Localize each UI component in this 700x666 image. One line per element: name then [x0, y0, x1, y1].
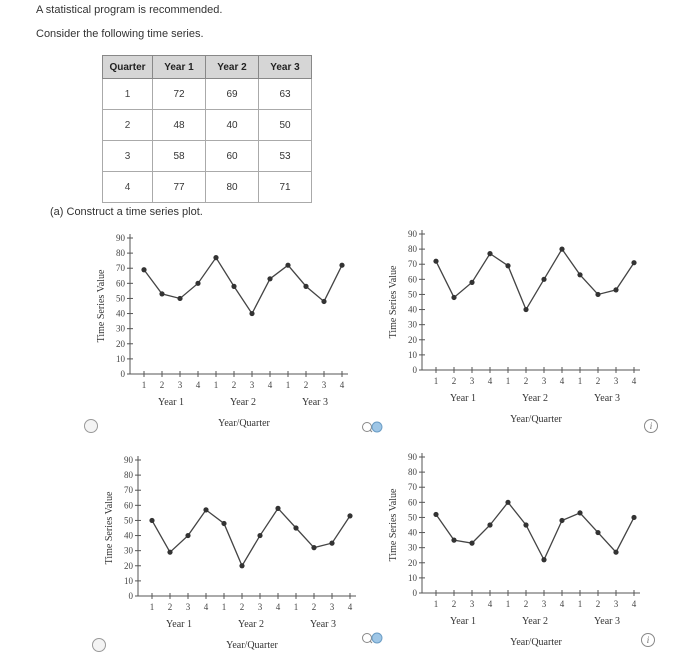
data-point: [141, 267, 146, 272]
data-point: [285, 263, 290, 268]
x-tick-label: 4: [203, 602, 209, 612]
x-tick-label: 1: [433, 376, 439, 386]
x-axis-title: Year/Quarter: [226, 640, 278, 651]
time-series-chart-c: [100, 448, 365, 653]
x-axis-title: Year/Quarter: [218, 418, 270, 429]
series-line: [152, 508, 350, 565]
data-point: [231, 284, 236, 289]
x-tick-label: 2: [303, 380, 309, 390]
x-tick-label: 3: [469, 599, 475, 609]
y-tick-label: 40: [124, 530, 133, 541]
data-point: [523, 307, 528, 312]
y-tick-label: 90: [408, 229, 417, 239]
time-series-chart-b: [384, 222, 649, 427]
y-tick-label: 80: [124, 470, 133, 481]
data-point: [177, 296, 182, 301]
series-line: [144, 258, 342, 314]
x-tick-label: 4: [339, 380, 345, 390]
plot-option-b: [384, 222, 649, 427]
x-tick-label: 2: [231, 380, 237, 390]
year-label: Year 2: [230, 397, 256, 408]
data-point: [213, 255, 218, 260]
x-tick-label: 1: [577, 376, 583, 386]
y-tick-label: 50: [116, 293, 125, 304]
y-tick-label: 10: [124, 575, 133, 586]
value-cell: 63: [259, 79, 312, 110]
time-series-table: [102, 55, 312, 203]
y-tick-label: 30: [116, 323, 125, 334]
series-line: [436, 249, 634, 309]
x-tick-label: 4: [487, 376, 493, 386]
data-point: [595, 530, 600, 535]
x-tick-label: 1: [213, 380, 219, 390]
data-point: [559, 247, 564, 252]
header-year-1: Year 1: [153, 56, 206, 79]
table-row: [103, 79, 312, 110]
data-point: [469, 541, 474, 546]
time-series-chart-a: [92, 226, 357, 431]
data-point: [631, 515, 636, 520]
y-tick-label: 0: [120, 369, 125, 379]
data-point: [451, 538, 456, 543]
value-cell: 69: [206, 79, 259, 110]
info-icon[interactable]: i: [641, 633, 655, 647]
data-point: [541, 277, 546, 282]
intro-line-1: A statistical program is recommended.: [36, 4, 223, 16]
data-point: [239, 563, 244, 568]
x-tick-label: 3: [257, 602, 263, 612]
x-tick-label: 4: [631, 599, 637, 609]
data-point: [257, 533, 262, 538]
y-tick-label: 10: [408, 572, 417, 583]
x-tick-label: 1: [149, 602, 155, 612]
x-tick-label: 2: [159, 380, 165, 390]
y-tick-label: 70: [124, 485, 133, 496]
x-tick-label: 3: [329, 602, 335, 612]
year-label: Year 1: [450, 393, 476, 404]
x-tick-label: 4: [559, 599, 565, 609]
y-tick-label: 40: [408, 304, 417, 315]
quarter-cell: 2: [103, 110, 153, 141]
y-tick-label: 60: [408, 497, 417, 508]
y-tick-label: 60: [408, 274, 417, 285]
y-tick-label: 20: [124, 560, 133, 571]
table-row: [103, 141, 312, 172]
data-point: [433, 259, 438, 264]
quarter-cell: 1: [103, 79, 153, 110]
x-tick-label: 2: [523, 376, 529, 386]
data-point: [523, 522, 528, 527]
data-point: [541, 557, 546, 562]
value-cell: 50: [259, 110, 312, 141]
x-tick-label: 3: [613, 599, 619, 609]
x-tick-label: 3: [177, 380, 183, 390]
x-tick-label: 2: [451, 376, 457, 386]
data-point: [577, 272, 582, 277]
table-row: [103, 172, 312, 203]
x-tick-label: 2: [523, 599, 529, 609]
data-point: [159, 291, 164, 296]
y-tick-label: 70: [408, 482, 417, 493]
y-axis-title: Time Series Value: [388, 265, 399, 339]
data-point: [613, 287, 618, 292]
x-tick-label: 1: [505, 376, 511, 386]
y-tick-label: 10: [408, 349, 417, 360]
part-a-prompt: (a) Construct a time series plot.: [50, 206, 203, 218]
data-point: [293, 525, 298, 530]
info-icon[interactable]: i: [644, 419, 658, 433]
value-cell: 80: [206, 172, 259, 203]
y-tick-label: 50: [408, 289, 417, 300]
y-tick-label: 30: [408, 319, 417, 330]
x-tick-label: 1: [577, 599, 583, 609]
data-point: [595, 292, 600, 297]
y-tick-label: 10: [116, 353, 125, 364]
data-point: [329, 541, 334, 546]
year-label: Year 3: [310, 619, 336, 630]
data-point: [559, 518, 564, 523]
x-tick-label: 4: [559, 376, 565, 386]
data-point: [505, 263, 510, 268]
x-tick-label: 3: [321, 380, 327, 390]
data-point: [167, 550, 172, 555]
data-point: [303, 284, 308, 289]
value-cell: 58: [153, 141, 206, 172]
x-tick-label: 3: [613, 376, 619, 386]
y-tick-label: 80: [408, 244, 417, 255]
plot-option-a: [92, 226, 357, 431]
year-label: Year 2: [238, 619, 264, 630]
year-label: Year 2: [522, 393, 548, 404]
data-point: [311, 545, 316, 550]
table-row: [103, 110, 312, 141]
x-tick-label: 1: [505, 599, 511, 609]
x-axis-title: Year/Quarter: [510, 414, 562, 425]
data-point: [433, 512, 438, 517]
data-point: [267, 276, 272, 281]
y-tick-label: 20: [408, 334, 417, 345]
data-point: [221, 521, 226, 526]
x-tick-label: 1: [433, 599, 439, 609]
radio-option-a[interactable]: [84, 419, 98, 433]
y-tick-label: 50: [124, 515, 133, 526]
year-label: Year 1: [166, 619, 192, 630]
x-tick-label: 3: [185, 602, 191, 612]
year-label: Year 3: [302, 397, 328, 408]
data-point: [451, 295, 456, 300]
y-axis-title: Time Series Value: [388, 488, 399, 562]
x-tick-label: 3: [249, 380, 255, 390]
data-point: [577, 510, 582, 515]
x-tick-label: 1: [141, 380, 147, 390]
data-point: [249, 311, 254, 316]
y-axis-title: Time Series Value: [96, 269, 107, 343]
y-tick-label: 60: [116, 278, 125, 289]
x-tick-label: 4: [347, 602, 353, 612]
value-cell: 53: [259, 141, 312, 172]
value-cell: 71: [259, 172, 312, 203]
x-tick-label: 3: [469, 376, 475, 386]
x-tick-label: 2: [595, 376, 601, 386]
y-tick-label: 0: [412, 588, 417, 598]
header-quarter: Quarter: [103, 56, 153, 79]
data-point: [347, 513, 352, 518]
y-tick-label: 50: [408, 512, 417, 523]
x-tick-label: 2: [311, 602, 317, 612]
y-tick-label: 30: [124, 545, 133, 556]
x-tick-label: 2: [451, 599, 457, 609]
plot-option-c: [100, 448, 365, 653]
y-tick-label: 90: [124, 455, 133, 465]
x-tick-label: 1: [221, 602, 227, 612]
header-year-2: Year 2: [206, 56, 259, 79]
data-point: [339, 263, 344, 268]
y-tick-label: 30: [408, 542, 417, 553]
data-point: [613, 550, 618, 555]
y-tick-label: 70: [116, 263, 125, 274]
x-tick-label: 4: [275, 602, 281, 612]
plot-option-d: [384, 445, 649, 650]
x-tick-label: 4: [267, 380, 273, 390]
y-tick-label: 90: [408, 452, 417, 462]
x-tick-label: 1: [293, 602, 299, 612]
value-cell: 60: [206, 141, 259, 172]
y-tick-label: 0: [412, 365, 417, 375]
y-axis-title: Time Series Value: [104, 491, 115, 565]
data-point: [487, 522, 492, 527]
x-tick-label: 4: [631, 376, 637, 386]
radio-option-c[interactable]: [92, 638, 106, 652]
year-label: Year 3: [594, 393, 620, 404]
data-point: [505, 500, 510, 505]
y-tick-label: 60: [124, 500, 133, 511]
data-point: [149, 518, 154, 523]
x-tick-label: 1: [285, 380, 291, 390]
year-label: Year 3: [594, 616, 620, 627]
data-point: [631, 260, 636, 265]
y-tick-label: 80: [116, 248, 125, 259]
year-label: Year 1: [450, 616, 476, 627]
value-cell: 77: [153, 172, 206, 203]
zoom-icon[interactable]: [360, 420, 384, 434]
quarter-cell: 3: [103, 141, 153, 172]
time-series-chart-d: [384, 445, 649, 650]
y-tick-label: 0: [128, 591, 133, 601]
data-point: [195, 281, 200, 286]
header-year-3: Year 3: [259, 56, 312, 79]
quarter-cell: 4: [103, 172, 153, 203]
data-point: [203, 507, 208, 512]
data-point: [469, 280, 474, 285]
x-tick-label: 4: [487, 599, 493, 609]
y-tick-label: 40: [116, 308, 125, 319]
y-tick-label: 90: [116, 233, 125, 243]
x-tick-label: 2: [167, 602, 173, 612]
x-tick-label: 2: [595, 599, 601, 609]
zoom-icon[interactable]: [360, 631, 384, 645]
y-tick-label: 20: [116, 338, 125, 349]
intro-line-2: Consider the following time series.: [36, 28, 204, 40]
series-line: [436, 502, 634, 559]
y-tick-label: 40: [408, 527, 417, 538]
x-tick-label: 3: [541, 376, 547, 386]
value-cell: 72: [153, 79, 206, 110]
data-point: [487, 251, 492, 256]
x-tick-label: 2: [239, 602, 245, 612]
data-point: [185, 533, 190, 538]
year-label: Year 2: [522, 616, 548, 627]
x-axis-title: Year/Quarter: [510, 637, 562, 648]
y-tick-label: 80: [408, 467, 417, 478]
year-label: Year 1: [158, 397, 184, 408]
data-point: [275, 506, 280, 511]
value-cell: 48: [153, 110, 206, 141]
y-tick-label: 70: [408, 259, 417, 270]
y-tick-label: 20: [408, 557, 417, 568]
x-tick-label: 3: [541, 599, 547, 609]
x-tick-label: 4: [195, 380, 201, 390]
data-point: [321, 299, 326, 304]
value-cell: 40: [206, 110, 259, 141]
table-header-row: [103, 56, 312, 79]
